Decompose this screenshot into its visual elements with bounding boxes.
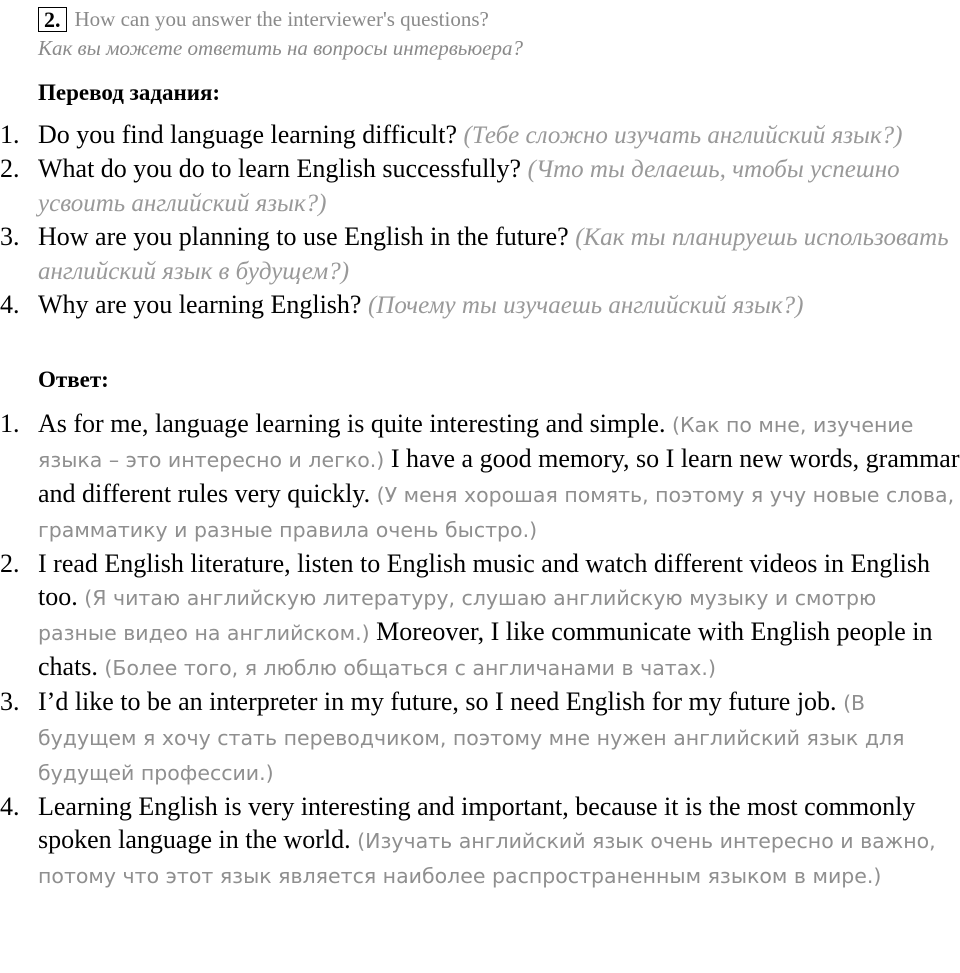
answer-translation: (Я читаю английскую литературу, слушаю английскую музыку и смотрю разные видео на английском.) [38, 586, 877, 645]
question-translation: (Что ты делаешь, чтобы успешно усвоить английский язык?) [38, 156, 900, 217]
answer-text: I have a good memory, so I learn new words, grammar and different rules very quickly. [38, 444, 960, 508]
list-item [0, 547, 960, 685]
answer-translation: (Как по мне, изучение языка – это интересно и легко.) [38, 413, 914, 472]
answer-translation: (У меня хорошая помять, поэтому я учу новые слова, грамматику и разные правила очень быстро.) [38, 483, 955, 542]
question-translation: (Тебе сложно изучать английский язык?) [463, 122, 903, 149]
item-number: 1. [0, 409, 20, 438]
list-item [0, 685, 960, 790]
list-item [0, 118, 960, 152]
answer-text: As for me, language learning is quite interesting and simple. [38, 409, 666, 438]
answer-text: Moreover, I like communicate with English people in chats. [38, 617, 933, 681]
answer-text: I read English literature, listen to English music and watch different videos in English too. [38, 549, 930, 611]
questions-list [0, 118, 960, 322]
list-item [0, 288, 960, 322]
answer-translation: (В будущем я хочу стать переводчиком, поэтому мне нужен английский язык для будущей профессии.) [38, 691, 905, 785]
question-text: Do you find language learning difficult? [38, 120, 458, 149]
task-header [38, 4, 489, 34]
question-text: How are you planning to use English in the future? [38, 222, 569, 251]
item-number: 1. [0, 120, 20, 149]
list-item [0, 220, 960, 288]
item-number: 4. [0, 290, 20, 319]
translation-heading: Перевод задания: [38, 80, 221, 105]
answer-heading: Ответ: [38, 367, 109, 392]
item-number: 3. [0, 222, 20, 251]
question-translation: (Как ты планируешь использовать английский язык в будущем?) [38, 224, 949, 285]
question-text: Why are you learning English? [38, 290, 362, 319]
task-prompt-ru: Как вы можете ответить на вопросы интервьюера? [38, 36, 523, 60]
answers-list [0, 407, 960, 893]
task-prompt-en: How can you answer the interviewer's questions? [74, 6, 489, 31]
task-number: 2. [38, 7, 67, 32]
question-translation: (Почему ты изучаешь английский язык?) [367, 292, 804, 319]
item-number: 4. [0, 792, 20, 821]
answer-translation: (Более того, я люблю общаться с англичанами в чатах.) [104, 656, 716, 680]
question-text: What do you do to learn English successfully? [38, 154, 522, 183]
answer-text: I’d like to be an interpreter in my future, so I need English for my future job. [38, 687, 837, 716]
list-item [0, 152, 960, 220]
answer-translation: (Изучать английский язык очень интересно и важно, потому что этот язык является наиболее распространенным языком в мире.) [38, 829, 936, 888]
list-item [0, 407, 960, 547]
item-number: 3. [0, 687, 20, 716]
item-number: 2. [0, 549, 20, 578]
answer-text: Learning English is very interesting and important, because it is the most commonly spoken language in the world. [38, 792, 916, 854]
list-item [0, 790, 960, 893]
item-number: 2. [0, 154, 20, 183]
